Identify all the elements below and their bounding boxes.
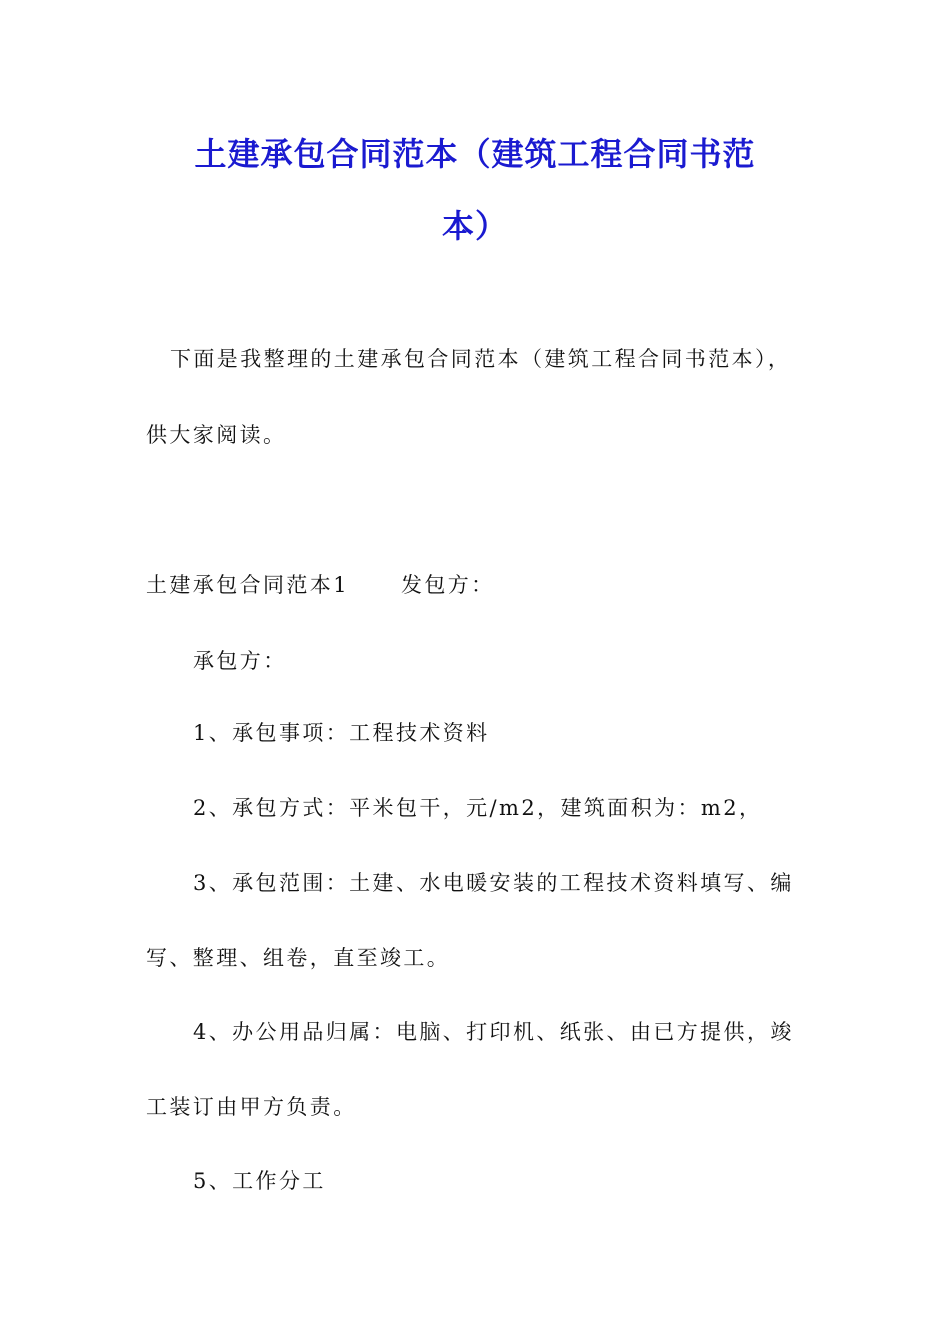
party-b-label: 承包方： (193, 649, 287, 673)
intro-line-2: 供大家阅读。 (146, 423, 287, 447)
clause-3-line-1: 3、承包范围：土建、水电暖安装的工程技术资料填写、编 (193, 871, 794, 895)
clause-3-line-2: 写、整理、组卷，直至竣工。 (146, 946, 451, 970)
clause-4-line-2: 工装订由甲方负责。 (146, 1095, 357, 1119)
clause-2: 2、承包方式：平米包干，元/m2，建筑面积为：m2， (193, 796, 763, 820)
contract-heading: 土建承包合同范本1 (146, 573, 349, 597)
clause-1: 1、承包事项：工程技术资料 (193, 721, 490, 745)
clause-4-line-1: 4、办公用品归属：电脑、打印机、纸张、由已方提供，竣 (193, 1020, 794, 1044)
document-title-line-1: 土建承包合同范本（建筑工程合同书范 (194, 135, 756, 173)
intro-line-1: 下面是我整理的土建承包合同范本（建筑工程合同书范本）， (170, 347, 792, 371)
party-a-label: 发包方： (400, 573, 495, 597)
document-title-line-2: 本） (441, 207, 508, 245)
clause-5: 5、工作分工 (193, 1169, 326, 1193)
contract-heading-row (146, 570, 495, 600)
